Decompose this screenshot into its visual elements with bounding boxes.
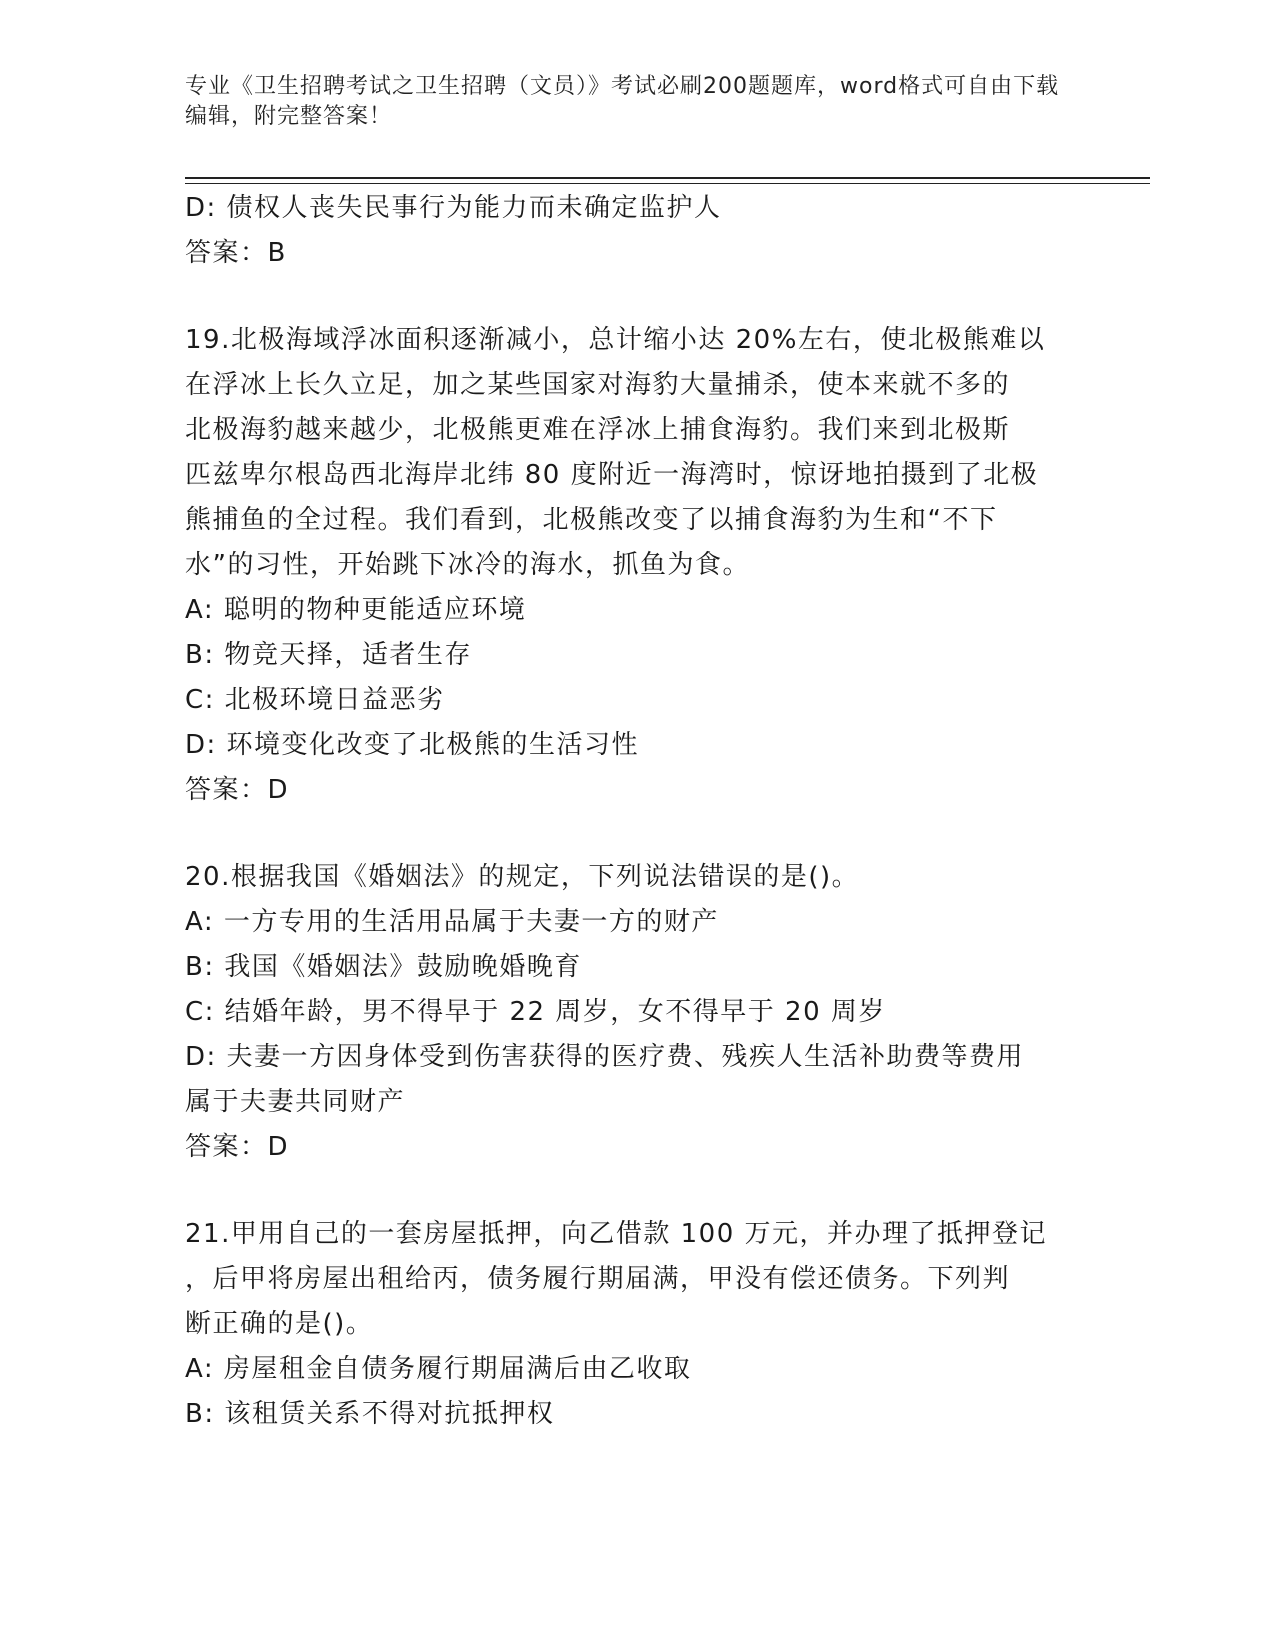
- question-text-line: 熊捕鱼的全过程。我们看到，北极熊改变了以捕食海豹为生和“不下: [185, 505, 998, 535]
- answer-line: 答案：D: [185, 1132, 290, 1162]
- option-a: A: 聪明的物种更能适应环境: [185, 595, 527, 625]
- option-a: A: 房屋租金自债务履行期届满后由乙收取: [185, 1354, 692, 1384]
- question-text-line: 20.根据我国《婚姻法》的规定，下列说法错误的是()。: [185, 862, 860, 892]
- answer-line: 答案：B: [185, 238, 287, 268]
- question-text-line: ，后甲将房屋出租给丙，债务履行期届满，甲没有偿还债务。下列判: [185, 1264, 1011, 1294]
- option-b: B: 该租赁关系不得对抗抵押权: [185, 1399, 555, 1429]
- spacer: [185, 813, 1075, 855]
- option-d: D: 环境变化改变了北极熊的生活习性: [185, 730, 640, 760]
- question-text-line: 在浮冰上长久立足，加之某些国家对海豹大量捕杀，使本来就不多的: [185, 370, 1011, 400]
- question-21: [185, 1212, 1075, 1437]
- header-divider-thin: [185, 183, 1150, 184]
- question-text-line: 21.甲用自己的一套房屋抵押，向乙借款 100 万元，并办理了抵押登记: [185, 1219, 1048, 1249]
- question-20: [185, 855, 1075, 1170]
- answer-line: 答案：D: [185, 775, 290, 805]
- document-header: [185, 72, 1065, 132]
- question-text-line: 19.北极海域浮冰面积逐渐减小，总计缩小达 20%左右，使北极熊难以: [185, 325, 1046, 355]
- header-text: 专业《卫生招聘考试之卫生招聘（文员）》考试必刷200题题库，word格式可自由下载编辑，附完整答案！: [185, 74, 1060, 129]
- question-text-line: 北极海豹越来越少，北极熊更难在浮冰上捕食海豹。我们来到北极斯: [185, 415, 1011, 445]
- question-19: [185, 318, 1075, 813]
- option-c: C: 结婚年龄，男不得早于 22 周岁，女不得早于 20 周岁: [185, 997, 886, 1027]
- option-a: A: 一方专用的生活用品属于夫妻一方的财产: [185, 907, 719, 937]
- option-d: D: 夫妻一方因身体受到伤害获得的医疗费、残疾人生活补助费等费用: [185, 1042, 1025, 1072]
- spacer: [185, 1170, 1075, 1212]
- question-text-line: 匹兹卑尔根岛西北海岸北纬 80 度附近一海湾时，惊讶地拍摄到了北极: [185, 460, 1039, 490]
- option-c: C: 北极环境日益恶劣: [185, 685, 445, 715]
- question-text-line: 断正确的是()。: [185, 1309, 374, 1339]
- question-text-line: 水”的习性，开始跳下冰冷的海水，抓鱼为食。: [185, 550, 750, 580]
- spacer: [185, 276, 1075, 318]
- option-b: B: 我国《婚姻法》鼓励晚婚晚育: [185, 952, 582, 982]
- document-body: [185, 186, 1075, 1437]
- previous-question-tail: [185, 186, 1075, 276]
- option-b: B: 物竞天择，适者生存: [185, 640, 472, 670]
- header-divider-thick: [185, 177, 1150, 179]
- option-d: D: 债权人丧失民事行为能力而未确定监护人: [185, 193, 722, 223]
- option-d-continued: 属于夫妻共同财产: [185, 1087, 406, 1117]
